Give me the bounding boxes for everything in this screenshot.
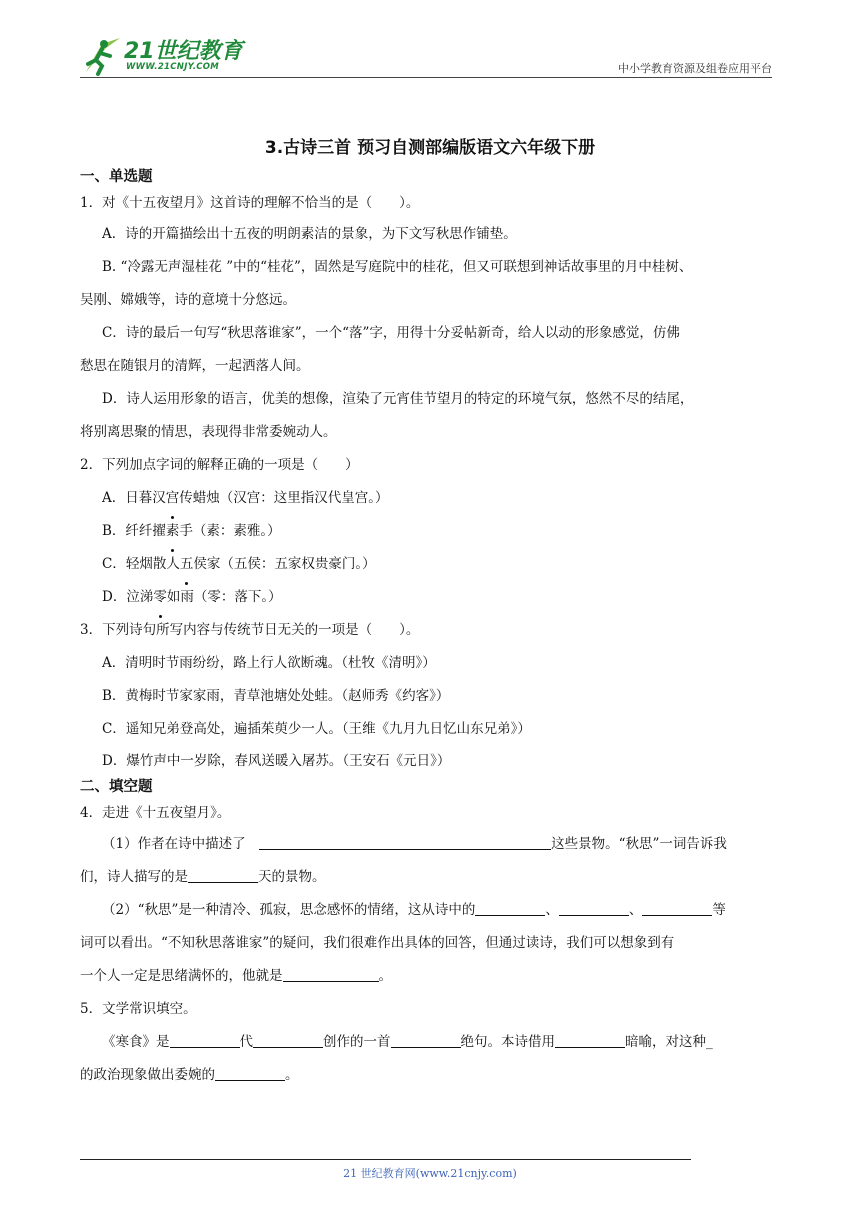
runner-logo-icon — [80, 34, 124, 78]
question-3-option-c: C．遥知兄弟登高处，遍插茱萸少一人。（王维《九月九日忆山东兄弟》） — [102, 721, 531, 737]
question-2 — [80, 449, 780, 614]
question-1-option-c-cont: 愁思在随银月的清辉，一起洒落人间。 — [80, 358, 310, 374]
question-4-part-1: （1）作者在诗中描述了 这些景物。“秋思”一词告诉我 — [102, 836, 727, 852]
logo-url: WWW.21CNJY.COM — [126, 62, 220, 72]
question-2-option-a: A．日暮汉宫传蜡烛（汉宫：这里指汉代皇宫。） — [80, 482, 780, 515]
document-body — [80, 166, 780, 1092]
question-2-option-d: D．泣涕零如雨（零：落下。） — [80, 581, 780, 614]
header-platform-text: 中小学教育资源及组卷应用平台 — [618, 62, 772, 75]
question-5-stem: 5．文学常识填空。 — [80, 1001, 197, 1017]
page-header — [80, 32, 772, 80]
question-2-option-c: C．轻烟散人五侯家（五侯：五家权贵豪门。） — [80, 548, 780, 581]
answer-blank[interactable] — [215, 1065, 285, 1081]
footer-source: 21 世纪教育网(www.21cnjy.com) — [343, 1167, 517, 1180]
question-1-stem: 1．对《十五夜望月》这首诗的理解不恰当的是（ ）。 — [80, 195, 420, 211]
question-5-line-2: 的政治现象做出委婉的 。 — [80, 1067, 299, 1083]
question-1-option-d: D．诗人运用形象的语言，优美的想像，渲染了元宵佳节望月的特定的环境气氛，悠然不尽的结尾， — [102, 391, 694, 407]
question-1-option-d-cont: 将别离思聚的情思，表现得非常委婉动人。 — [80, 424, 337, 440]
question-5-line-1: 《寒食》是 代 创作的一首 绝句。本诗借用 暗喻，对这种_ — [102, 1034, 713, 1050]
question-2-stem: 2．下列加点字词的解释正确的一项是（ ） — [80, 457, 359, 473]
answer-blank[interactable] — [475, 900, 545, 916]
question-3-option-d: D．爆竹声中一岁除，春风送暖入屠苏。（王安石《元日》） — [102, 753, 451, 769]
answer-blank[interactable] — [391, 1032, 461, 1048]
logo — [80, 34, 270, 78]
answer-blank[interactable] — [283, 966, 379, 982]
answer-blank[interactable] — [170, 1032, 240, 1048]
answer-blank[interactable] — [253, 1032, 323, 1048]
emphasis-dot-char: 零 — [153, 581, 167, 614]
question-3 — [80, 614, 780, 776]
question-1 — [80, 188, 780, 449]
answer-blank[interactable] — [188, 867, 258, 883]
answer-blank[interactable] — [555, 1032, 625, 1048]
question-3-stem: 3．下列诗句所写内容与传统节日无关的一项是（ ）。 — [80, 622, 420, 638]
question-4-part-2: （2）“秋思”是一种清冷、孤寂，思念感怀的情绪，这从诗中的 、 、 等 — [102, 902, 726, 918]
question-1-option-b-cont: 吴刚、嫦娥等，诗的意境十分悠远。 — [80, 292, 296, 308]
question-3-option-a: A．清明时节雨纷纷，路上行人欲断魂。（杜牧《清明》） — [102, 655, 436, 671]
emphasis-dot-char: 五 — [180, 548, 194, 581]
header-divider — [80, 77, 772, 78]
question-4-stem: 4．走进《十五夜望月》。 — [80, 805, 231, 821]
emphasis-dot-char: 宫 — [166, 482, 180, 515]
question-4 — [80, 798, 780, 993]
emphasis-dot-char: 素 — [166, 515, 180, 548]
answer-blank[interactable] — [559, 900, 629, 916]
question-3-option-b: B．黄梅时节家家雨，青草池塘处处蛙。（赵师秀《约客》） — [102, 688, 450, 704]
logo-text: 21世纪教育 — [124, 39, 243, 64]
question-1-option-a: A．诗的开篇描绘出十五夜的明朗素洁的景象，为下文写秋思作铺垫。 — [102, 226, 517, 242]
question-4-part-1-cont: 们，诗人描写的是 天的景物。 — [80, 869, 326, 885]
answer-blank[interactable] — [259, 834, 551, 850]
answer-blank[interactable] — [642, 900, 712, 916]
question-1-option-c: C．诗的最后一句写“秋思落谁家”，一个“落”字，用得十分妥帖新奇，给人以动的形象感觉，仿佛 — [102, 325, 680, 341]
page-title: 3.古诗三首 预习自测部编版语文六年级下册 — [264, 138, 596, 158]
section-heading-fill-blank: 二、填空题 — [80, 779, 153, 795]
question-5 — [80, 993, 780, 1092]
section-heading-single-choice: 一、单选题 — [80, 169, 153, 185]
question-4-part-2-cont: 词可以看出。“不知秋思落谁家”的疑问，我们很难作出具体的回答，但通过读诗，我们可以想象到有 — [80, 935, 675, 951]
question-1-option-b: B. “冷露无声湿桂花 ”中的“桂花”，固然是写庭院中的桂花，但又可联想到神话故事里的月中桂树、 — [102, 259, 693, 275]
question-4-part-2-end: 一个人一定是思绪满怀的，他就是 。 — [80, 968, 392, 984]
question-2-option-b: B．纤纤擢素手（素：素雅。） — [80, 515, 780, 548]
footer-divider — [80, 1159, 691, 1160]
